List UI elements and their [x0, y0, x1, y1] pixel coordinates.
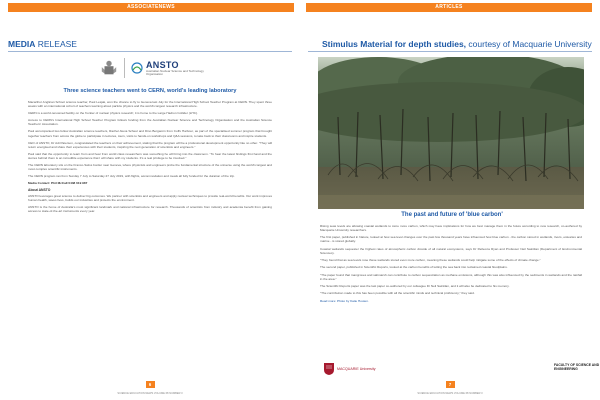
paragraph: Coastal wetlands sequester the highest rates of atmospheric carbon dioxide of all natural ecosystems, says Dr Rebecca Ryan and Professor Neil Saintilan (Department of Environmental Sciences).: [320, 246, 582, 255]
section-rule: [308, 51, 592, 52]
paragraph: "The contribution made to this has been possible with all the scientific minds and technical proficiency," they said.: [320, 291, 475, 296]
mangrove-photo: [318, 57, 584, 213]
page-number: 7: [446, 381, 455, 388]
section-title-rest: courtesy of Macquarie University: [466, 39, 592, 49]
article-body: [320, 224, 582, 306]
read-more-link[interactable]: Read more: Photo by Katie Hooten.: [320, 298, 369, 303]
paragraph: The first paper, published in Nature, looked at how sea level changes over the past few thousand years have influenced how blue carbon - the carbon stored in wetlands, rivers, estuaries and marine - is stored globally.: [320, 235, 582, 244]
about-heading: About ANSTO: [28, 188, 51, 193]
paragraph: "They found that as sea levels rose these wetlands stored even more carbon, meaning these wetlands could help mitigate some of the effects of climate change.": [320, 258, 541, 263]
mangrove-image: [318, 57, 584, 213]
section-title-stimulus: [322, 39, 592, 49]
header-bar-associate-news: ASSOCIATENEWS: [8, 3, 294, 12]
media-contact: Media Contact: Phil McCall 0438 619 987: [28, 181, 88, 186]
ansto-logo: [131, 60, 206, 77]
coat-of-arms-icon: [100, 59, 118, 77]
paragraph: Access to CERN's International High School Teacher Program follows funding from the Australian Nuclear Science and Technology Organisation and the Australian Science Teachers' Association.: [28, 118, 272, 127]
ansto-logo-icon: [131, 62, 143, 74]
right-page: [300, 0, 600, 400]
paragraph: The second paper, published in Scientific Reports, looked at the carbon benefits of letting the sea back into reclaimed coastal floodplains.: [320, 265, 508, 270]
paragraph: Macarthur Anglican School science teacher, Paul Lesjak, won the chance to fly to Geneva last July for the International High School Teacher Program at CERN. They spent three weeks with an international cohort of teachers learning about particle physics and the world's largest research infrastructure.: [28, 100, 272, 109]
logo-divider: [124, 58, 125, 78]
university-name: MACQUARIE University: [337, 367, 376, 371]
paragraph: The CERN program ran from Sunday 7 July to Saturday 27 July 2019, with flights, accommodation and meals all fully funded for the duration of the trip.: [28, 174, 235, 179]
paragraph: CERN is a world-renowned facility on the frontier of nuclear physics research; it is home to the Large Hadron Collider (LHC).: [28, 111, 198, 116]
paragraph: Paul accompanied two fellow Australian science teachers, Rachel Alexa Scheul and Dino Bergamin from Coffs Harbour, as part of the specialised summer program that brought together teachers from across the globe to participate in lectures, tours, visits to hands-on workshops and Q&A sessions, to take back to their classrooms and inspire students.: [28, 129, 272, 138]
section-title-bold: Stimulus Material for depth studies,: [322, 39, 467, 49]
section-title-bold: MEDIA: [8, 39, 36, 49]
paragraph: CEO of ANSTO, Dr Adi Paterson, congratulated the teachers on their achievement, stating that the program will be a professional development opportunity like no other. "They will return energised and share their experiences with their students, inspiring the next generation of scientists and engineers.": [28, 140, 272, 149]
right-footer: [300, 373, 600, 395]
paragraph: "The paper found that mangroves and saltmarsh can contribute to carbon sequestration as methane emissions, although this was also influenced by the sediments in wetlands and the rainfall in the area.": [320, 272, 582, 281]
footer-text: SCIENCE EDUCATION NEWS VOLUME 68 NUMBER 3: [117, 392, 183, 395]
header-bar-articles: ARTICLES: [306, 3, 592, 12]
logo-row: [100, 58, 206, 78]
paragraph: ANSTO leverages great science to deliver big outcomes. We partner with scientists and engineers and apply nuclear techniques to provide real-world benefits. Our work improves human health, saves lives, builds our industries and protects the environment.: [28, 193, 272, 202]
ansto-name: ANSTO: [146, 59, 179, 70]
press-headline: Three science teachers went to CERN, world's leading laboratory: [63, 88, 237, 94]
footer-text: SCIENCE EDUCATION NEWS VOLUME 68 NUMBER 3: [417, 392, 483, 395]
section-rule: [8, 51, 292, 52]
paragraph: The CERN laboratory sits on the Franco-Swiss border near Geneva, where physicists and engineers probe the fundamental structure of the universe using the world's largest and most complex scientific instruments.: [28, 163, 272, 172]
press-body: [28, 100, 272, 216]
page-number: 6: [146, 381, 155, 388]
article-title: The past and future of 'blue carbon': [401, 212, 503, 218]
left-footer: [0, 373, 300, 395]
faculty-name: FACULTY OF SCIENCE AND ENGINEERING: [554, 363, 600, 372]
ansto-tagline: Australian Nuclear Science and Technology Organisation: [146, 68, 204, 76]
paragraph: The Scientific Reports paper was the last paper co-authored by our colleague Dr Neil Saintilan, and it will also be dedicated to his memory.: [320, 284, 510, 289]
paragraph: Paul said that the opportunity to learn from and hear from world class researchers was something he will bring into the classroom. "To hear the latest findings first hand and the stories behind them is an incredible experience that I will share with my students. It's a real privilege to be involved.": [28, 151, 272, 160]
section-title-media-release: [8, 39, 77, 49]
paragraph: ANSTO is the home of Australia's most significant landmark and national infrastructure for research. Thousands of scientists from industry and academia benefit from gaining access to state-of-the-art instruments every year.: [28, 204, 272, 213]
section-title-rest: RELEASE: [35, 39, 77, 49]
paragraph: Rising seas levels are allowing coastal wetlands to store more carbon, which may have implications for how we best manage them in the future according to new research, co-authored by Macquarie University researchers.: [320, 224, 582, 233]
